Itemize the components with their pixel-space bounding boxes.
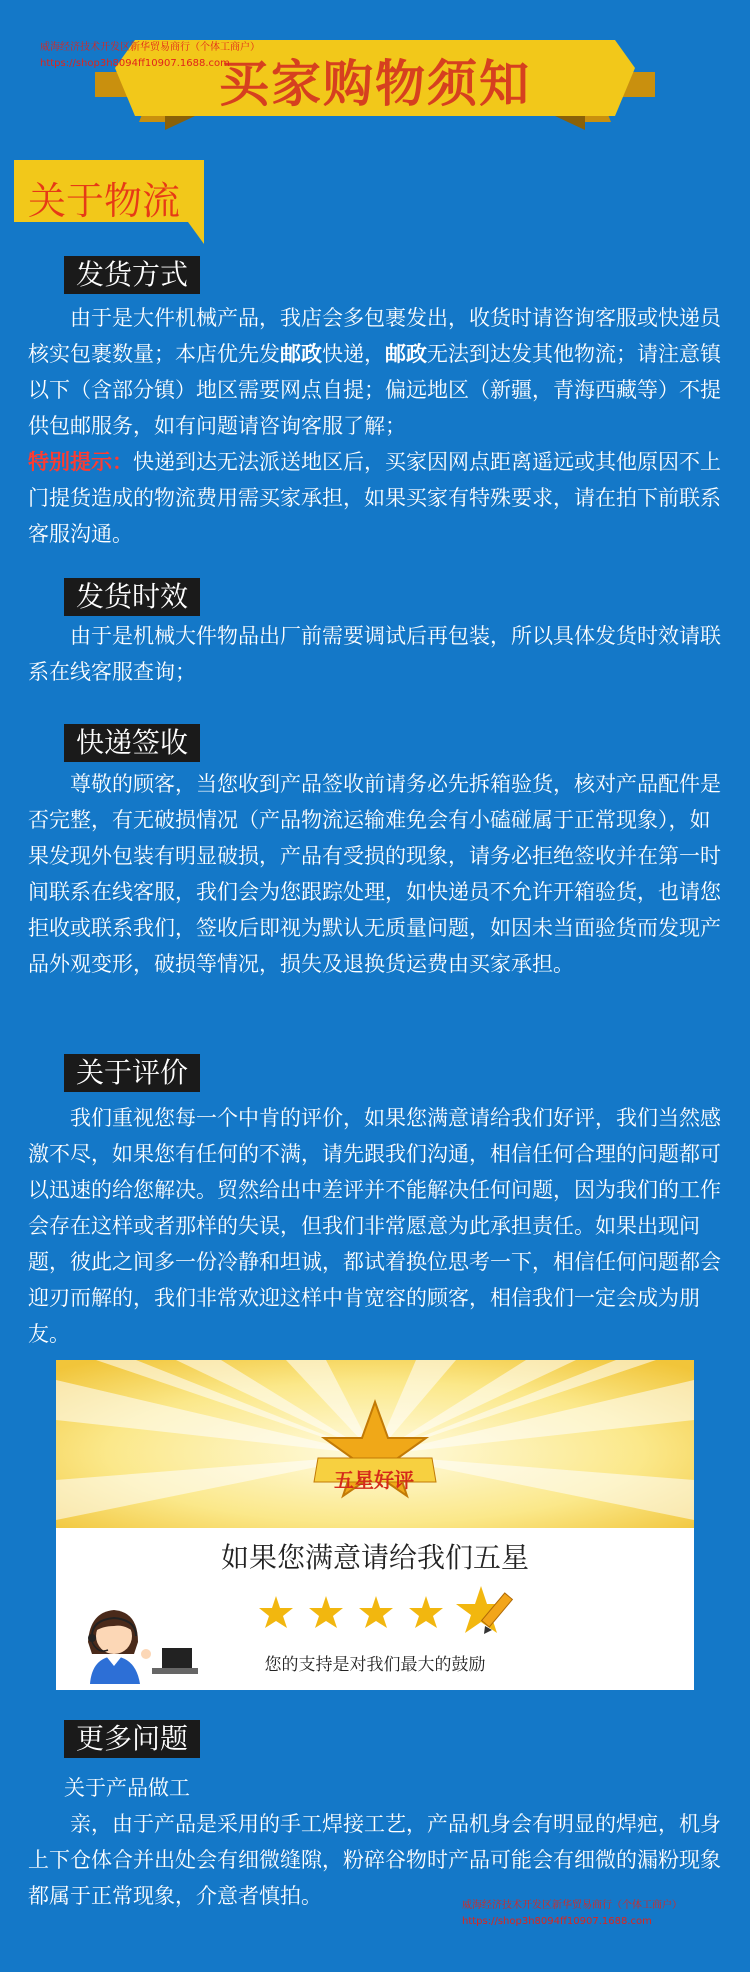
more-questions-subtitle: 关于产品做工 [64,1776,190,1800]
page-title: 买家购物须知 [219,55,531,113]
reviews-text: 我们重视您每一个中肯的评价，如果您满意请给我们好评，我们当然感激不尽，如果您有任何的不满，请先跟我们沟通，相信任何合理的问题都可以迅速的给您解决。贸然给出中差评并不能解决任何问题，因为我们的工作会存在这样或者那样的失误，但我们非常愿意为此承担责任。如果出现问题，彼此之间多一份冷静和坦诚，都试着换位思考一下，相信任何问题都会迎刃而解的，我们非常欢迎这样中肯宽容的顾客，相信我们一定会成为朋友。 [28,1106,721,1346]
watermark-shop-url-bottom: https://shop3h8094ff10907.1688.com [462,1916,652,1927]
heading-shipping-method: 发货方式 [64,256,200,294]
notice-text: 快递到达无法派送地区后，买家因网点距离遥远或其他原因不上门提货造成的物流费用需买家承担，如果买家有特殊要求，请在拍下前联系客服沟通。 [28,450,721,546]
heading-reviews: 关于评价 [64,1054,200,1092]
section-title: 关于物流 [28,179,181,223]
shipping-notice [28,444,728,552]
sunburst-icon [56,1360,694,1528]
customer-service-agent-icon [78,1592,198,1688]
delivery-sign-text: 尊敬的顾客，当您收到产品签收前请务必先拆箱验货，核对产品配件是否完整，有无破损情况（产品物流运输难免会有小磕碰属于正常现象），如果发现外包装有明显破损，产品有受损的现象，请务必拒绝签收并在第一时间联系在线客服，我们会为您跟踪处理，如快递员不允许开箱验货，也请您拒收或联系我们，签收后即视为默认无质量问题，如因未当面验货而发现产品外观变形，破损等情况，损失及退换货运费由买家承担。 [28,772,721,976]
heading-delivery-sign: 快递签收 [64,724,200,762]
sunburst-banner [56,1360,694,1528]
five-star-badge: 五星好评 [334,1468,414,1492]
star-icon [259,1596,293,1628]
rating-stars [256,1582,536,1642]
shipping-time-text: 由于是机械大件物品出厂前需要调试后再包装，所以具体发货时效请联系在线客服查询； [28,624,721,684]
more-questions-text: 亲，由于产品是采用的手工焊接工艺，产品机身会有明显的焊疤，机身上下仓体合并出处会有细微缝隙，粉碎谷物时产品可能会有细微的漏粉现象都属于正常现象，介意者慎拍。 [28,1812,721,1908]
watermark-shop-url: https://shop3h8094ff10907.1688.com [40,58,230,69]
notice-label: 特别提示： [28,450,133,474]
five-star-card [56,1360,694,1690]
watermark-shop-name: 威海经济技术开发区新华贸易商行（个体工商户） [40,42,260,53]
heading-shipping-time: 发货时效 [64,578,200,616]
shipping-method-text: 由于是大件机械产品，我店会多包裹发出，收货时请咨询客服或快递员核实包裹数量；本店优先发邮政快递，邮政无法到达发其他物流；请注意镇以下（含部分镇）地区需要网点自提；偏远地区（新疆，青海西藏等）不提供包邮服务，如有问题请咨询客服了解； [28,306,721,438]
star-icon [409,1596,443,1628]
section-banner [14,160,204,244]
five-star-main-text: 如果您满意请给我们五星 [220,1541,529,1574]
heading-more-questions: 更多问题 [64,1720,200,1758]
star-icon [359,1596,393,1628]
watermark-shop-name-bottom: 威海经济技术开发区新华贸易商行（个体工商户） [462,1900,682,1911]
star-icon [309,1596,343,1628]
five-star-sub-text: 您的支持是对我们最大的鼓励 [264,1655,486,1675]
